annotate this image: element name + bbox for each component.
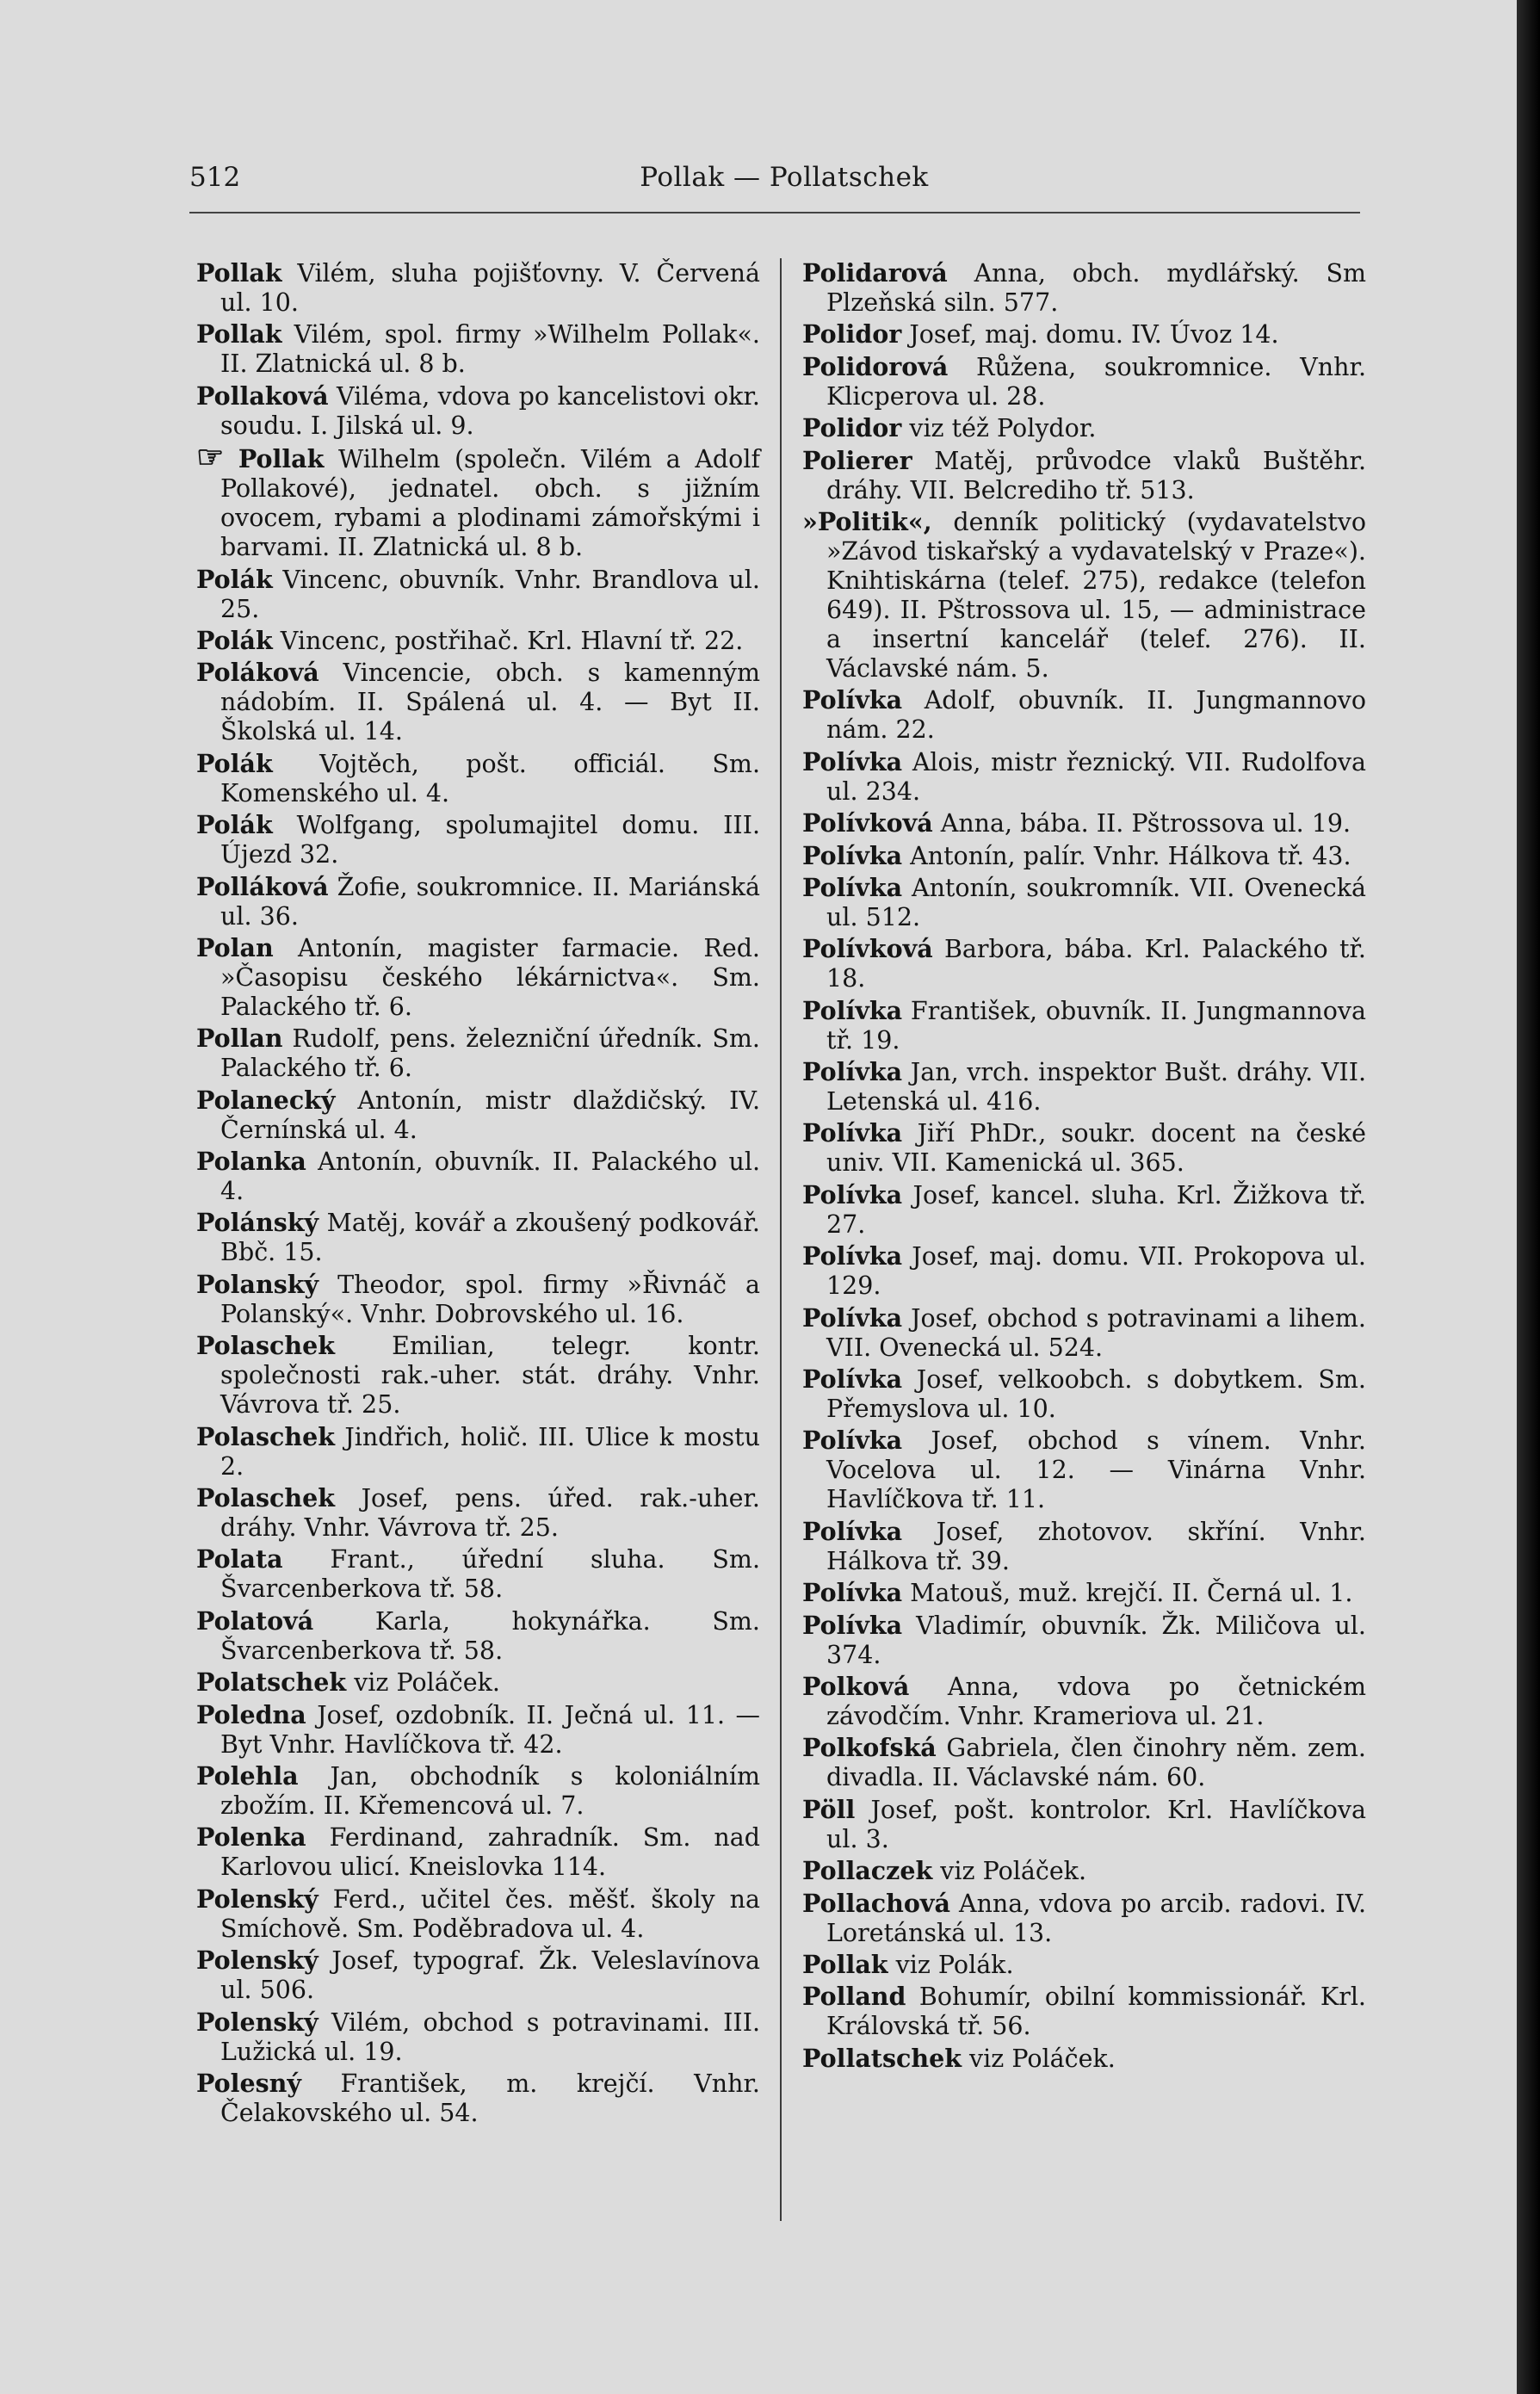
entry-surname: Pollak (802, 1949, 888, 1979)
entry-surname: Polívka (802, 1516, 903, 1546)
entry-details: Josef, maj. domu. IV. Úvoz 14. (909, 320, 1279, 350)
entry-details: Josef, pens. úřed. rak.-uher. dráhy. Vnhr. Vávrova tř. 25. (220, 1484, 760, 1543)
entry-details: Jan, vrch. inspektor Bušt. dráhy. VII. Letenská ul. 416. (826, 1058, 1367, 1117)
entry-details: viz též Polydor. (909, 414, 1097, 443)
entry-surname: Pöll (802, 1794, 856, 1824)
entry-surname: Polenský (196, 1946, 319, 1976)
entry-details: Josef, obchod s potravinami a lihem. VII. Ovenecká ul. 524. (826, 1303, 1366, 1362)
entry-details: Anna, bába. II. Pštrossova ul. 19. (940, 809, 1351, 838)
entry-details: Vladimír, obuvník. Žk. Miličova ul. 374. (826, 1611, 1366, 1669)
entry-surname: Poláková (196, 658, 319, 688)
entry-surname: Polívka (802, 872, 903, 902)
entry-details: Ferd., učitel čes. měšť. školy na Smíchově. Sm. Poděbradova ul. 4. (220, 1884, 760, 1943)
directory-entry (196, 810, 760, 869)
directory-entry (802, 352, 1366, 411)
entry-surname: Pollak (238, 444, 325, 474)
entry-details: Bohumír, obilní kommissionář. Krl. Královská tř. 56. (826, 1983, 1366, 2041)
entry-surname: Pollak (196, 258, 282, 288)
directory-entry (802, 1578, 1366, 1608)
entry-details: Jan, obchodník s koloniálním zbožím. II. Křemencová ul. 7. (220, 1761, 760, 1820)
entry-details: viz Poláček. (969, 2044, 1116, 2073)
directory-entry (802, 507, 1366, 684)
entry-details: Josef, pošt. kontrolor. Krl. Havlíčkova ul. 3. (826, 1795, 1366, 1853)
directory-entry (196, 1946, 760, 2005)
entry-details: Žofie, soukromnice. II. Mariánská ul. 36. (220, 872, 760, 931)
entry-details: František, m. krejčí. Vnhr. Čelakovského ul. 54. (220, 2069, 760, 2127)
entry-details: Růžena, soukromnice. Vnhr. Klicperova ul. 28. (826, 352, 1366, 411)
entry-surname: Polidarová (802, 258, 948, 288)
entry-details: Wilhelm (společn. Vilém a Adolf Pollakové), jednatel. obch. s jižním ovocem, rybami a plodinami zámořskými i barvami. II. Zlatnická ul. 8 b. (220, 445, 761, 562)
directory-entry (802, 1856, 1366, 1886)
page-edge (1517, 0, 1540, 2394)
directory-entry (802, 258, 1366, 318)
directory-entry (196, 1606, 760, 1666)
directory-entry (196, 319, 760, 379)
directory-entry (196, 1208, 760, 1267)
entry-details: Wolfgang, spolumajitel domu. III. Újezd 32. (220, 811, 761, 869)
entry-surname: Polan (196, 932, 274, 962)
entry-details: denník politický (vydavatelstvo »Závod tiskařský a vydavatelský v Praze«). Knihtiskárna (telef. 275), redakce (telefon 649). II. Pštrossova ul. 15, — administrace a insertní kancelář (telef. 276). II. Václavské nám. 5. (826, 507, 1367, 683)
running-head: Pollak — Pollatschek (640, 162, 929, 193)
directory-entry (196, 626, 760, 656)
entry-surname: Polívka (802, 1302, 903, 1333)
entry-surname: Polatschek (196, 1667, 347, 1698)
directory-entry (196, 658, 760, 746)
entry-surname: Polívka (802, 995, 903, 1025)
entry-surname: Polák (196, 748, 273, 778)
entry-details: Alois, mistr řeznický. VII. Rudolfova ul. 234. (826, 747, 1366, 806)
entry-surname: Pollaczek (802, 1856, 933, 1886)
directory-entry (196, 565, 760, 624)
entry-details: Adolf, obuvník. II. Jungmannovo nám. 22. (826, 686, 1366, 745)
directory-entry (196, 2069, 760, 2128)
directory-entry (802, 1180, 1366, 1240)
directory-entry (802, 934, 1366, 993)
directory-entry (802, 685, 1366, 745)
directory-entry (196, 872, 760, 931)
directory-entry (802, 841, 1366, 871)
entry-surname: Polívka (802, 1118, 903, 1148)
entry-details: František, obuvník. II. Jungmannova tř. 19. (826, 996, 1366, 1055)
directory-entry (196, 933, 760, 1022)
entry-details: Antonín, obuvník. II. Palackého ul. 4. (220, 1148, 760, 1206)
pointing-hand-icon: ☞ (196, 439, 225, 476)
directory-entry (802, 1889, 1366, 1948)
entry-details: Emilian, telegr. kontr. společnosti rak.-uher. stát. dráhy. Vnhr. Vávrova tř. 25. (220, 1332, 760, 1420)
page-number: 512 (189, 162, 241, 193)
entry-surname: Polatová (196, 1605, 314, 1636)
right-column (802, 258, 1366, 2075)
entry-details: Viléma, vdova po kancelistovi okr. soudu. I. Jilská ul. 9. (220, 381, 760, 440)
directory-entry (196, 1422, 760, 1482)
directory-entry (196, 1086, 760, 1145)
directory-entry (196, 1822, 760, 1882)
directory-entry (802, 1118, 1366, 1178)
entry-surname: Polaschek (196, 1483, 335, 1513)
directory-entry (802, 319, 1366, 350)
directory-entry (802, 1057, 1366, 1117)
page-header (189, 162, 1379, 196)
entry-details: viz Poláček. (940, 1857, 1087, 1886)
entry-surname: Polanecký (196, 1085, 336, 1115)
directory-entry (196, 749, 760, 808)
entry-surname: Polívka (802, 1610, 903, 1640)
entry-surname: Polívka (802, 1057, 903, 1087)
entry-surname: Polaschek (196, 1331, 335, 1361)
entry-surname: Pollak (196, 319, 282, 350)
entry-details: viz Polák. (895, 1950, 1014, 1979)
entry-details: Vincenc, postřihač. Krl. Hlavní tř. 22. (280, 626, 744, 655)
directory-entry (802, 1426, 1366, 1514)
entry-surname: Poledna (196, 1699, 306, 1729)
entry-surname: Polanský (196, 1269, 319, 1299)
entry-surname: Polívka (802, 1241, 903, 1271)
entry-details: Antonín, palír. Vnhr. Hálkova tř. 43. (910, 841, 1351, 870)
entry-surname: »Politik«, (802, 506, 932, 536)
directory-entry (802, 873, 1366, 932)
directory-entry (196, 1544, 760, 1604)
entry-details: Matouš, muž. krejčí. II. Černá ul. 1. (910, 1579, 1353, 1608)
entry-details: Vojtěch, pošt. officiál. Sm. Komenského ul. 4. (220, 749, 761, 807)
entry-surname: Polesný (196, 2068, 301, 2098)
directory-entry (196, 2007, 760, 2067)
directory-entry (196, 1147, 760, 1206)
entry-details: Josef, obchod s vínem. Vnhr. Vocelova ul. 12. — Vinárna Vnhr. Havlíčkova tř. 11. (826, 1426, 1366, 1514)
entry-details: Barbora, bába. Krl. Palackého tř. 18. (826, 935, 1366, 993)
entry-details: Josef, maj. domu. VII. Prokopova ul. 129. (826, 1242, 1366, 1301)
directory-entry (802, 1517, 1366, 1576)
entry-details: Josef, ozdobník. II. Ječná ul. 11. — Byt Vnhr. Havlíčkova tř. 42. (220, 1700, 761, 1759)
entry-surname: Polák (196, 564, 273, 594)
directory-entry (802, 413, 1366, 443)
entry-surname: Pollan (196, 1024, 283, 1054)
entry-surname: Polenský (196, 1884, 319, 1914)
entry-surname: Polidor (802, 319, 902, 350)
entry-surname: Polehla (196, 1760, 299, 1791)
entry-details: Theodor, spol. firmy »Řivnáč a Polanský«. Vnhr. Dobrovského ul. 16. (220, 1270, 760, 1328)
entry-surname: Polák (196, 810, 273, 840)
header-rule (189, 212, 1360, 213)
entry-details: Antonín, soukromník. VII. Ovenecká ul. 512. (826, 873, 1367, 931)
entry-details: Jindřich, holič. III. Ulice k mostu 2. (220, 1422, 760, 1481)
directory-entry (196, 258, 760, 318)
directory-entry (196, 1884, 760, 1944)
directory-entry (196, 1331, 760, 1420)
entry-details: Vilém, spol. firmy »Wilhelm Pollak«. II. Zlatnická ul. 8 b. (220, 320, 760, 379)
entry-surname: Polívka (802, 1578, 903, 1608)
directory-entry (802, 1950, 1366, 1980)
entry-details: Jiří PhDr., soukr. docent na české univ. VII. Kamenická ul. 365. (826, 1119, 1366, 1178)
entry-details: Rudolf, pens. železniční úředník. Sm. Palackého tř. 6. (220, 1024, 760, 1083)
entry-surname: Polívková (802, 808, 933, 838)
directory-entry (802, 1672, 1366, 1731)
entry-details: Antonín, mistr dlaždičský. IV. Černínská ul. 4. (220, 1086, 760, 1144)
entry-details: Vincenc, obuvník. Vnhr. Brandlova ul. 25. (220, 565, 760, 623)
entry-details: Vincencie, obch. s kamenným nádobím. II. Spálená ul. 4. — Byt II. Školská ul. 14. (220, 659, 760, 746)
entry-surname: Polierer (802, 445, 912, 475)
entry-surname: Polívka (802, 1179, 903, 1209)
entry-details: Josef, velkoobch. s dobytkem. Sm. Přemyslova ul. 10. (826, 1365, 1366, 1424)
entry-surname: Polenka (196, 1822, 306, 1853)
directory-entry (802, 2044, 1366, 2074)
directory-entry (802, 1241, 1366, 1301)
directory-entry (802, 747, 1366, 807)
entry-details: Vilém, sluha pojišťovny. V. Červená ul. 10. (220, 259, 760, 317)
entry-details: Josef, zhotovov. skříní. Vnhr. Hálkova tř. 39. (826, 1517, 1366, 1575)
entry-details: Matěj, průvodce vlaků Buštěhr. dráhy. VII. Belcrediho tř. 513. (826, 446, 1367, 504)
entry-details: Ferdinand, zahradník. Sm. nad Karlovou ulicí. Kneislovka 114. (220, 1823, 761, 1882)
entry-surname: Polívka (802, 1364, 903, 1395)
entry-surname: Polidor (802, 413, 902, 443)
entry-details: Vilém, obchod s potravinami. III. Lužická ul. 19. (220, 2007, 761, 2066)
entry-details: Josef, kancel. sluha. Krl. Žižkova tř. 27. (826, 1180, 1367, 1239)
entry-surname: Polívka (802, 840, 903, 870)
directory-entry (196, 1483, 760, 1543)
entry-details: Anna, obch. mydlářský. Sm Plzeňská siln. 577. (826, 259, 1366, 317)
column-divider (780, 258, 782, 2221)
directory-entry (802, 1611, 1366, 1670)
left-column (196, 258, 760, 2130)
directory-entry (196, 381, 760, 441)
directory-entry (196, 1761, 760, 1821)
entry-surname: Polívka (802, 746, 903, 776)
entry-surname: Polívka (802, 1426, 903, 1456)
directory-entry (802, 808, 1366, 838)
entry-surname: Polková (802, 1671, 910, 1701)
directory-entry (196, 439, 761, 562)
directory-entry (802, 1303, 1366, 1363)
entry-details: Antonín, magister farmacie. Red. »Časopisu českého lékárnictva«. Sm. Palackého tř. 6. (220, 933, 760, 1021)
directory-entry (802, 1364, 1366, 1424)
directory-entry (196, 1024, 760, 1083)
entry-surname: Polata (196, 1544, 283, 1574)
directory-entry (196, 1700, 760, 1760)
entry-surname: Polívka (802, 685, 903, 715)
entry-details: Anna, vdova po arcib. radovi. IV. Loretánská ul. 13. (826, 1889, 1366, 1947)
entry-details: viz Poláček. (354, 1668, 500, 1698)
entry-surname: Polidorová (802, 351, 949, 381)
entry-surname: Polívková (802, 934, 933, 964)
directory-entry (802, 446, 1366, 505)
entry-surname: Polaschek (196, 1421, 335, 1451)
entry-surname: Polanka (196, 1147, 306, 1177)
entry-details: Matěj, kovář a zkoušený podkovář. Bbč. 15. (220, 1209, 760, 1267)
entry-surname: Polland (802, 1982, 906, 2012)
directory-entry (802, 1733, 1366, 1792)
entry-surname: Polánský (196, 1208, 319, 1238)
entry-surname: Pollatschek (802, 2043, 962, 2073)
entry-details: Frant., úřední sluha. Sm. Švarcenberkova tř. 58. (220, 1545, 761, 1604)
directory-entry (802, 996, 1366, 1055)
entry-surname: Polák (196, 625, 273, 655)
entry-details: Anna, vdova po četnickém závodčím. Vnhr. Krameriova ul. 21. (826, 1672, 1366, 1730)
entry-surname: Pollachová (802, 1888, 950, 1918)
entry-surname: Polenský (196, 2007, 319, 2037)
directory-entry (802, 1982, 1366, 2041)
directory-entry (196, 1270, 760, 1329)
entry-details: Karla, hokynářka. Sm. Švarcenberkova tř. 58. (220, 1606, 760, 1665)
entry-details: Josef, typograf. Žk. Veleslavínova ul. 506. (220, 1946, 760, 2005)
entry-surname: Pollaková (196, 380, 329, 411)
directory-entry (196, 1667, 760, 1698)
entry-surname: Polláková (196, 871, 329, 901)
directory-entry (802, 1795, 1366, 1854)
entry-details: Gabriela, člen činohry něm. zem. divadla. II. Václavské nám. 60. (826, 1734, 1366, 1792)
entry-surname: Polkofská (802, 1733, 937, 1763)
